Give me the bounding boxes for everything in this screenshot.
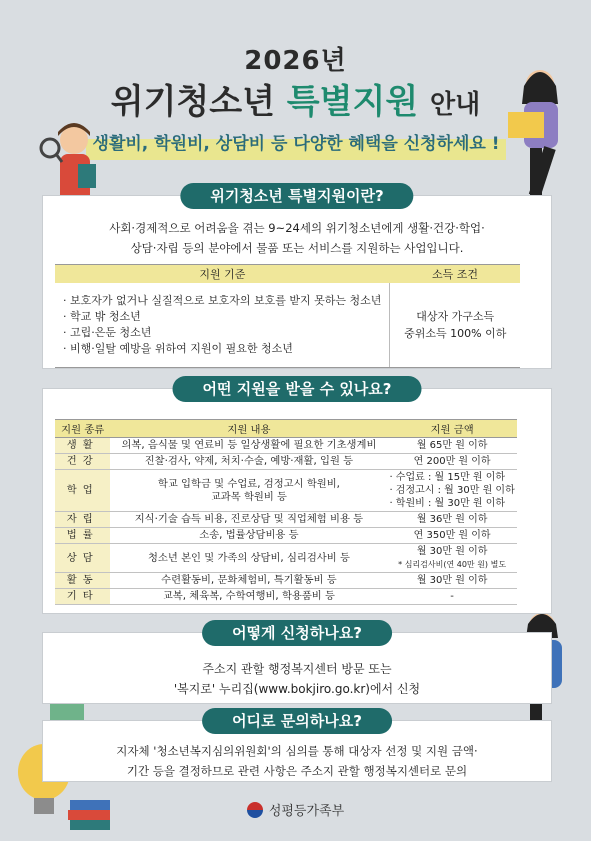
support-amount: 월 65만 원 이하: [387, 438, 516, 454]
support-amount: 월 36만 원 이하: [387, 512, 516, 528]
criteria-item: · 고립·은둔 청소년: [63, 326, 152, 339]
support-content: 의복, 음식물 및 연료비 등 일상생활에 필요한 기초생계비: [110, 438, 387, 454]
criteria-item: · 학교 밖 청소년: [63, 310, 141, 323]
table-row: [55, 544, 517, 573]
support-table: [55, 419, 517, 605]
inquiry-line2: 기간 등을 결정하므로 관련 사항은 주소지 관할 행정복지센터로 문의: [126, 764, 468, 778]
support-content: 청소년 본인 및 가족의 상담비, 심리검사비 등: [110, 544, 387, 573]
col-type-header: 지원 종류: [55, 420, 110, 438]
support-content: 수련활동비, 문화체험비, 특기활동비 등: [110, 573, 387, 589]
section-what-is-support: [42, 187, 552, 369]
amount-line: 월 30만 원 이하: [416, 546, 488, 557]
income-header: 소득 조건: [390, 265, 520, 284]
support-type: 활동: [55, 573, 110, 589]
criteria-list: [55, 283, 390, 368]
support-type: 건강: [55, 454, 110, 470]
col-amount-header: 지원 금액: [387, 420, 516, 438]
table-row: [55, 589, 517, 605]
amount-line: · 수업료 : 월 15만 원 이하: [389, 472, 506, 483]
amount-line: · 검정고시 : 월 30만 원 이하: [389, 485, 515, 496]
support-amount: 연 200만 원 이하: [387, 454, 516, 470]
section1-heading: 위기청소년 특별지원이란?: [180, 183, 413, 209]
support-amount: [387, 544, 516, 573]
title-accent: 특별지원: [286, 82, 419, 122]
col-content-header: 지원 내용: [110, 420, 387, 438]
support-content-line: 교과목 학원비 등: [210, 490, 288, 503]
criteria-header: 지원 기준: [55, 265, 390, 284]
section3-text: [43, 659, 551, 699]
footer: [0, 800, 591, 819]
support-content: 지식·기술 습득 비용, 진로상담 및 직업체험 비용 등: [110, 512, 387, 528]
support-content: 교복, 체육복, 수학여행비, 학용품비 등: [110, 589, 387, 605]
support-type: 생활: [55, 438, 110, 454]
section-inquiry: [42, 712, 552, 782]
table-row: [55, 470, 517, 512]
support-amount: -: [387, 589, 516, 605]
desc-line1: 사회·경제적으로 어려움을 겪는 9~24세의 위기청소년에게 생활·건강·학업·: [109, 221, 485, 235]
table-row: [55, 454, 517, 470]
apply-line1: 주소지 관할 행정복지센터 방문 또는: [202, 662, 392, 676]
criteria-table: [55, 264, 520, 368]
section4-heading: 어디로 문의하나요?: [202, 708, 392, 734]
apply-line2: '복지로' 누리집(www.bokjiro.go.kr)에서 신청: [173, 682, 421, 696]
criteria-item: · 보호자가 없거나 실질적으로 보호자의 보호를 받지 못하는 청소년: [63, 294, 382, 307]
amount-line: · 학원비 : 월 30만 원 이하: [389, 498, 506, 509]
table-row: [55, 528, 517, 544]
support-content: [110, 470, 387, 512]
section3-heading: 어떻게 신청하나요?: [202, 620, 392, 646]
subtitle: 생활비, 학원비, 상담비 등 다양한 혜택을 신청하세요 !: [86, 128, 506, 160]
table-row: [55, 573, 517, 589]
section-how-to-apply: [42, 624, 552, 704]
income-line2: 중위소득 100% 이하: [404, 327, 507, 340]
income-condition: [390, 283, 520, 368]
section4-text: [43, 741, 551, 781]
support-content: 진찰·검사, 약제, 처치·수술, 예방·재활, 입원 등: [110, 454, 387, 470]
table-row: [55, 438, 517, 454]
title-part1: 위기청소년: [110, 82, 275, 122]
support-content-line: 학교 입학금 및 수업료, 검정고시 학원비,: [157, 477, 340, 490]
support-type: 법률: [55, 528, 110, 544]
support-amount: 연 350만 원 이하: [387, 528, 516, 544]
support-type: 기타: [55, 589, 110, 605]
government-emblem-icon: [247, 802, 263, 818]
support-content: 소송, 법률상담비용 등: [110, 528, 387, 544]
amount-note: * 심리검사비(연 40만 원) 별도: [398, 560, 507, 569]
support-type: 자립: [55, 512, 110, 528]
table-row: [55, 512, 517, 528]
section-support-types: [42, 380, 552, 614]
support-type: 상담: [55, 544, 110, 573]
support-type: 학업: [55, 470, 110, 512]
support-amount: 월 30만 원 이하: [387, 573, 516, 589]
section1-description: [63, 218, 531, 258]
section2-heading: 어떤 지원을 받을 수 있나요?: [173, 376, 422, 402]
income-line1: 대상자 가구소득: [416, 310, 495, 323]
criteria-item: · 비행·일탈 예방을 위하여 지원이 필요한 청소년: [63, 342, 293, 355]
support-amount: [387, 470, 516, 512]
ministry-name: 성평등가족부: [268, 804, 345, 819]
desc-line2: 상담·자립 등의 분야에서 물품 또는 서비스를 지원하는 사업입니다.: [130, 241, 464, 255]
year-heading: 2026년: [244, 46, 347, 76]
title-part2: 안내: [430, 90, 481, 120]
inquiry-line1: 지자체 '청소년복지심의위원회'의 심의를 통해 대상자 선정 및 지원 금액·: [116, 744, 478, 758]
